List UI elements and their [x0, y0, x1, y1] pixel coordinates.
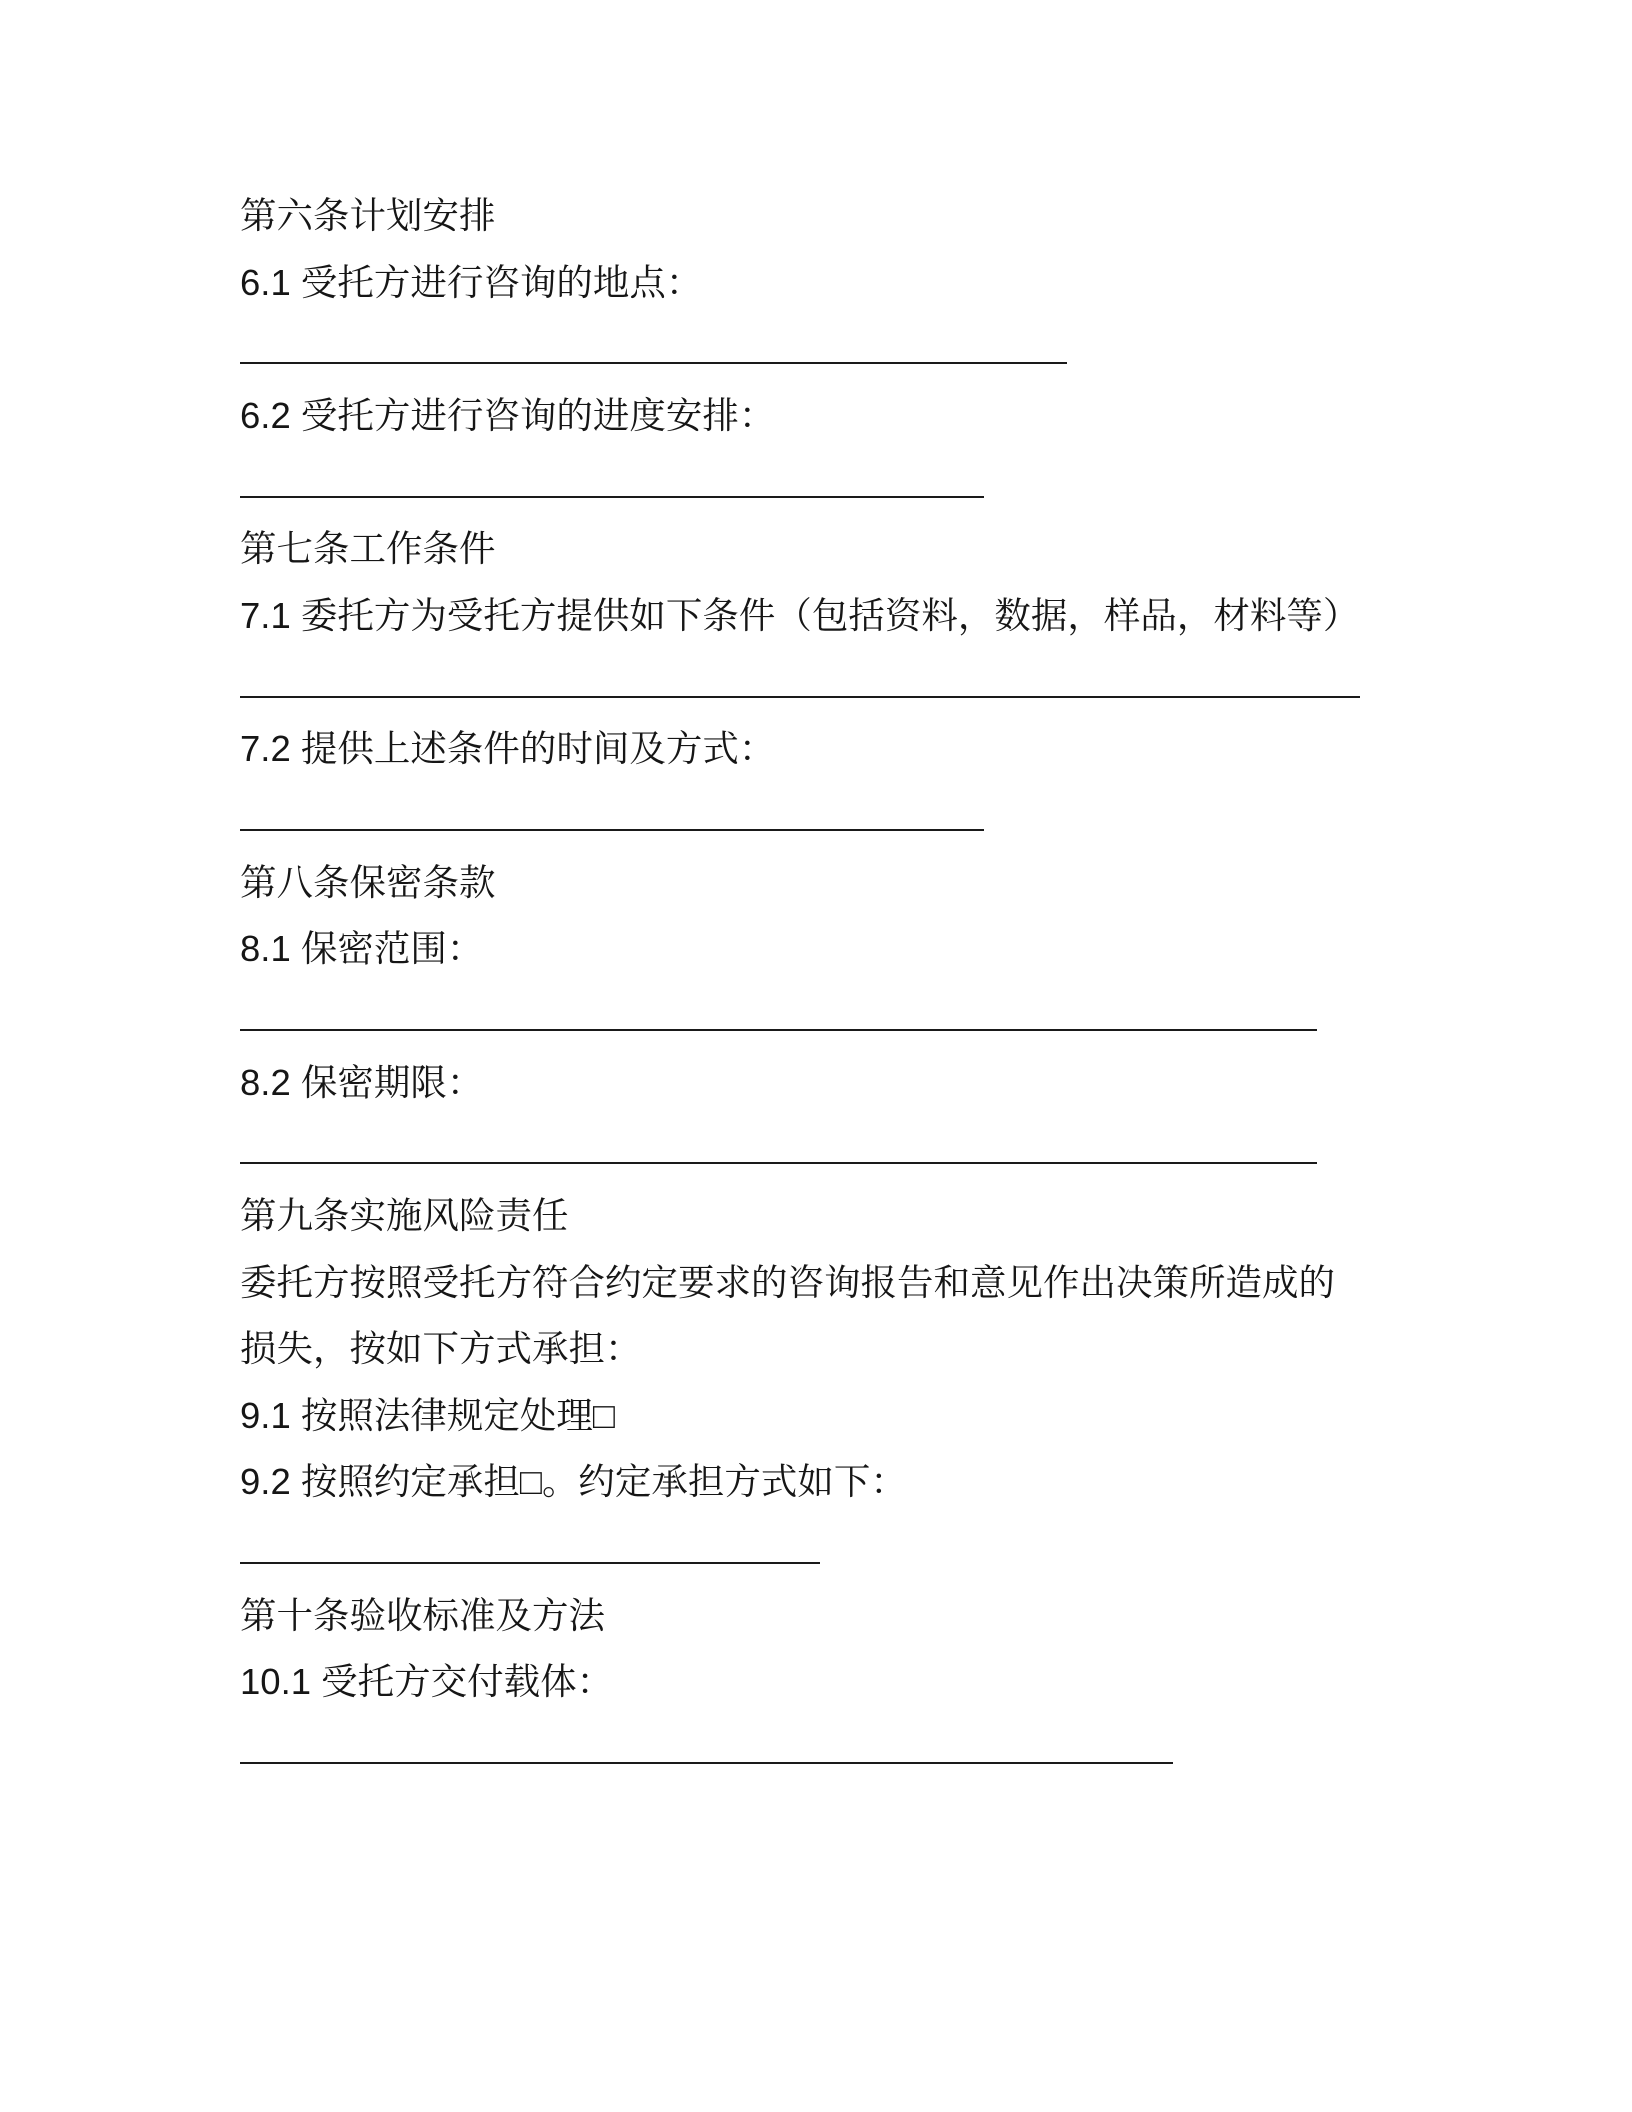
option-label: 9.1 按照法律规定处理: [240, 1394, 593, 1436]
clause-7-2: 7.2 提供上述条件的时间及方式：: [240, 728, 776, 770]
fill-in-blank: [240, 1116, 1359, 1183]
article-heading: 第十条验收标准及方法: [240, 1594, 605, 1636]
checkbox-icon: □: [592, 1394, 615, 1436]
clause-8-2: 8.2 保密期限：: [240, 1061, 484, 1103]
blank-underline: [240, 829, 984, 831]
article-heading: 第八条保密条款: [240, 861, 496, 903]
article-heading: 第九条实施风险责任: [240, 1194, 569, 1236]
blank-underline: [240, 362, 1067, 364]
clause-6-1: 6.1 受托方进行咨询的地点：: [240, 261, 703, 303]
blank-underline: [240, 496, 984, 498]
fill-in-blank: [240, 1516, 1359, 1583]
clause-7-1: 7.1 委托方为受托方提供如下条件（包括资料，数据，样品，材料等）: [240, 594, 1360, 636]
blank-underline: [240, 1029, 1317, 1031]
article-heading: 第六条计划安排: [240, 195, 496, 236]
clause-8-1: 8.1 保密范围：: [240, 928, 484, 970]
option-9-1: [240, 1383, 1359, 1450]
fill-in-blank: [240, 450, 1359, 517]
option-suffix: 。约定承担方式如下：: [541, 1461, 907, 1503]
paragraph-line: 委托方按照受托方符合约定要求的咨询报告和意见作出决策所造成的: [240, 1261, 1335, 1303]
checkbox-icon: □: [519, 1461, 542, 1503]
fill-in-blank: [240, 783, 1359, 850]
blank-underline: [240, 1562, 820, 1564]
article-heading: 第七条工作条件: [240, 528, 496, 570]
fill-in-blank: [240, 650, 1359, 717]
blank-underline: [240, 1162, 1317, 1164]
fill-in-blank: [240, 1716, 1359, 1783]
option-9-2: [240, 1449, 1359, 1516]
fill-in-blank: [240, 316, 1359, 383]
paragraph-line: 损失，按如下方式承担：: [240, 1328, 642, 1370]
clause-6-2: 6.2 受托方进行咨询的进度安排：: [240, 394, 776, 436]
fill-in-blank: [240, 983, 1359, 1050]
option-label: 9.2 按照约定承担: [240, 1461, 520, 1503]
document-body: [240, 183, 1359, 1783]
clause-10-1: 10.1 受托方交付载体：: [240, 1661, 614, 1703]
blank-underline: [240, 1762, 1173, 1764]
blank-underline: [240, 696, 1360, 698]
